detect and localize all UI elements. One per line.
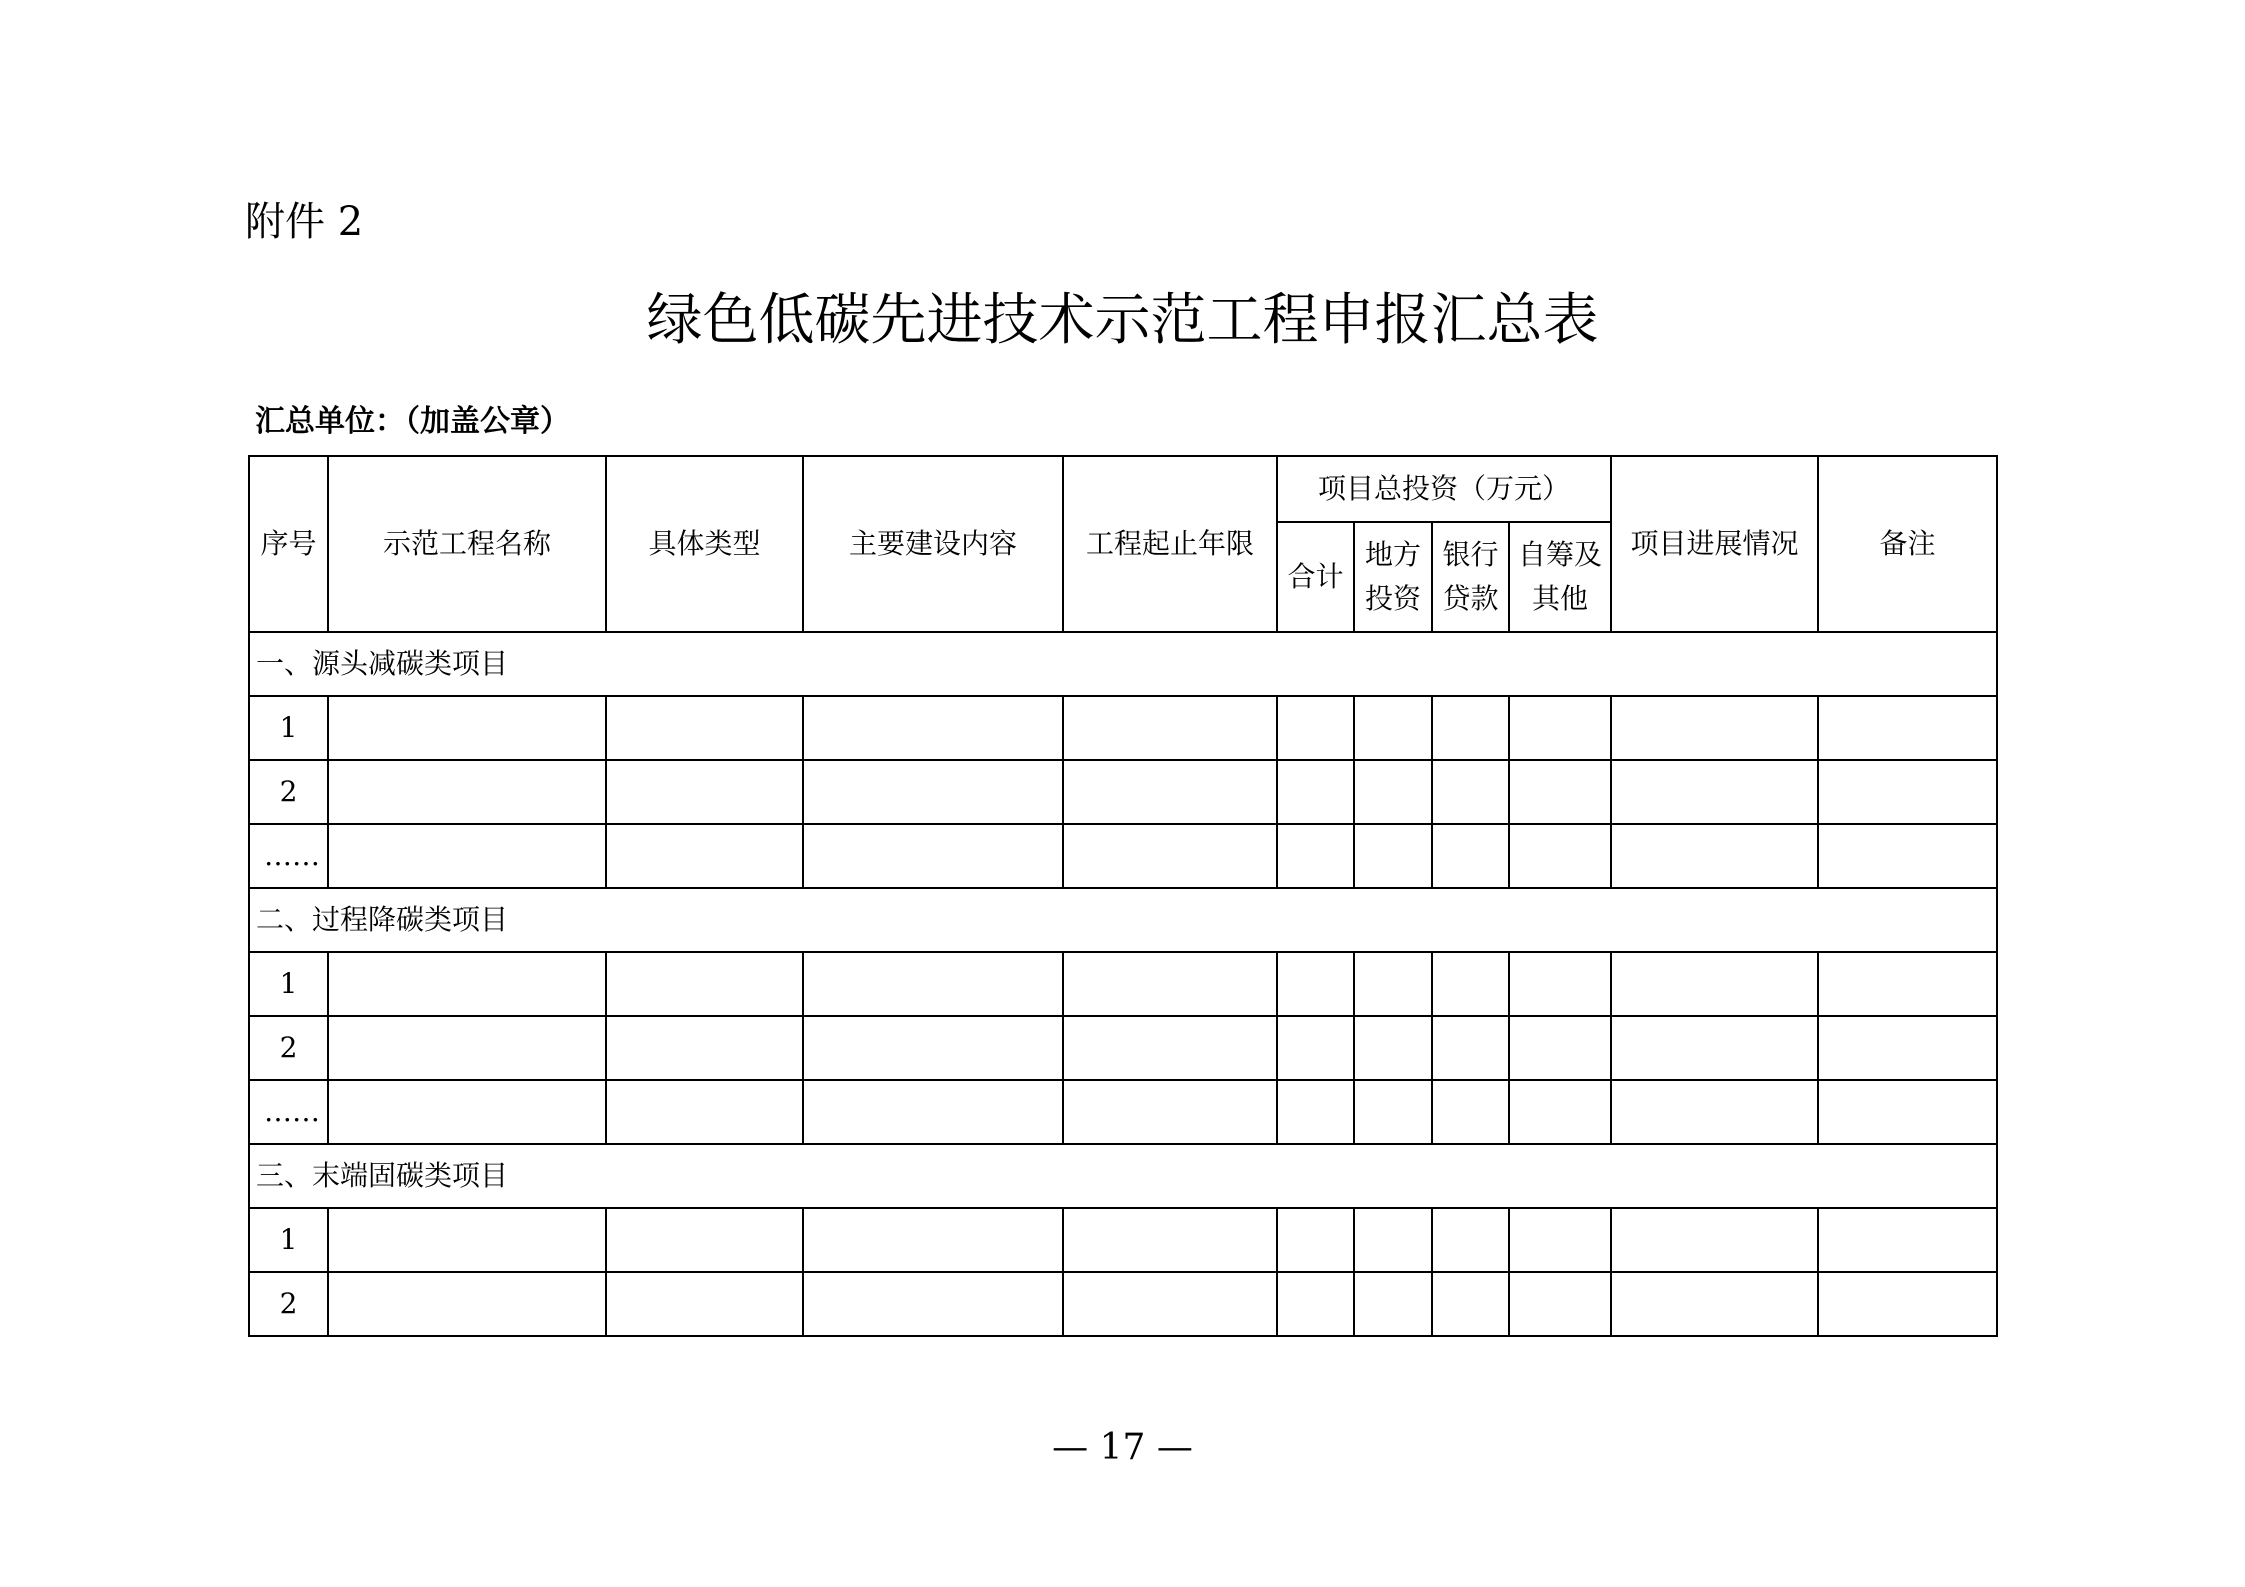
empty-cell xyxy=(803,1016,1063,1080)
table-row xyxy=(249,1080,1997,1144)
section-title: 一、源头减碳类项目 xyxy=(249,632,1997,696)
empty-cell xyxy=(328,1272,606,1336)
empty-cell xyxy=(1818,1080,1997,1144)
empty-cell xyxy=(328,1016,606,1080)
empty-cell xyxy=(1354,824,1432,888)
empty-cell xyxy=(1063,1208,1277,1272)
empty-cell xyxy=(606,696,803,760)
header-content: 主要建设内容 xyxy=(803,456,1063,632)
table-row xyxy=(249,760,1997,824)
empty-cell xyxy=(1611,1016,1818,1080)
empty-cell xyxy=(1354,1016,1432,1080)
empty-cell xyxy=(606,952,803,1016)
empty-cell xyxy=(1063,760,1277,824)
row-seq-cell: …… xyxy=(249,824,328,888)
empty-cell xyxy=(1509,1080,1611,1144)
empty-cell xyxy=(1277,824,1354,888)
table-row xyxy=(249,1016,1997,1080)
empty-cell xyxy=(1611,1272,1818,1336)
empty-cell xyxy=(1509,696,1611,760)
empty-cell xyxy=(1509,760,1611,824)
empty-cell xyxy=(1354,1272,1432,1336)
empty-cell xyxy=(803,824,1063,888)
empty-cell xyxy=(1354,1080,1432,1144)
empty-cell xyxy=(1063,1080,1277,1144)
page-number: — 17 — xyxy=(1052,1427,1193,1468)
page-title: 绿色低碳先进技术示范工程申报汇总表 xyxy=(646,288,1599,353)
empty-cell xyxy=(1611,952,1818,1016)
table-row xyxy=(249,696,1997,760)
empty-cell xyxy=(1354,696,1432,760)
empty-cell xyxy=(803,952,1063,1016)
empty-cell xyxy=(1611,760,1818,824)
empty-cell xyxy=(1509,1208,1611,1272)
empty-cell xyxy=(1432,824,1509,888)
empty-cell xyxy=(1509,952,1611,1016)
header-remarks: 备注 xyxy=(1818,456,1997,632)
empty-cell xyxy=(803,696,1063,760)
empty-cell xyxy=(1818,1208,1997,1272)
section-title: 二、过程降碳类项目 xyxy=(249,888,1997,952)
empty-cell xyxy=(1277,1208,1354,1272)
section-row xyxy=(249,632,1997,696)
header-self-raised: 自筹及其他 xyxy=(1509,522,1611,632)
empty-cell xyxy=(1432,1016,1509,1080)
empty-cell xyxy=(1611,696,1818,760)
empty-cell xyxy=(1063,824,1277,888)
section-row xyxy=(249,1144,1997,1208)
empty-cell xyxy=(1432,760,1509,824)
section-row xyxy=(249,888,1997,952)
header-period: 工程起止年限 xyxy=(1063,456,1277,632)
empty-cell xyxy=(1277,952,1354,1016)
empty-cell xyxy=(606,824,803,888)
table-row xyxy=(249,1208,1997,1272)
empty-cell xyxy=(328,952,606,1016)
row-seq-cell: 1 xyxy=(249,696,328,760)
row-seq-cell: 1 xyxy=(249,952,328,1016)
empty-cell xyxy=(328,760,606,824)
empty-cell xyxy=(803,1080,1063,1144)
header-progress: 项目进展情况 xyxy=(1611,456,1818,632)
section-title: 三、末端固碳类项目 xyxy=(249,1144,1997,1208)
empty-cell xyxy=(1611,1208,1818,1272)
empty-cell xyxy=(1818,696,1997,760)
summary-unit-label: 汇总单位：（加盖公章） xyxy=(255,404,570,439)
empty-cell xyxy=(1509,824,1611,888)
empty-cell xyxy=(1277,1016,1354,1080)
empty-cell xyxy=(803,1208,1063,1272)
table-row xyxy=(249,1272,1997,1336)
empty-cell xyxy=(1354,760,1432,824)
empty-cell xyxy=(606,1272,803,1336)
empty-cell xyxy=(1432,1080,1509,1144)
row-seq-cell: 2 xyxy=(249,760,328,824)
empty-cell xyxy=(1818,824,1997,888)
empty-cell xyxy=(1611,824,1818,888)
row-seq-cell: 1 xyxy=(249,1208,328,1272)
empty-cell xyxy=(1063,1016,1277,1080)
empty-cell xyxy=(1432,1272,1509,1336)
empty-cell xyxy=(1063,1272,1277,1336)
empty-cell xyxy=(1818,952,1997,1016)
empty-cell xyxy=(328,1208,606,1272)
header-bank-loan: 银行贷款 xyxy=(1432,522,1509,632)
header-type: 具体类型 xyxy=(606,456,803,632)
empty-cell xyxy=(606,1208,803,1272)
empty-cell xyxy=(1509,1016,1611,1080)
empty-cell xyxy=(1277,760,1354,824)
empty-cell xyxy=(1277,696,1354,760)
empty-cell xyxy=(606,760,803,824)
empty-cell xyxy=(1277,1080,1354,1144)
empty-cell xyxy=(328,1080,606,1144)
empty-cell xyxy=(1354,952,1432,1016)
empty-cell xyxy=(1432,952,1509,1016)
table-row xyxy=(249,824,1997,888)
header-total: 合计 xyxy=(1277,522,1354,632)
empty-cell xyxy=(328,824,606,888)
empty-cell xyxy=(606,1080,803,1144)
empty-cell xyxy=(1818,1272,1997,1336)
empty-cell xyxy=(1509,1272,1611,1336)
header-project-name: 示范工程名称 xyxy=(328,456,606,632)
row-seq-cell: 2 xyxy=(249,1272,328,1336)
row-seq-cell: 2 xyxy=(249,1016,328,1080)
empty-cell xyxy=(1611,1080,1818,1144)
empty-cell xyxy=(328,696,606,760)
empty-cell xyxy=(1818,760,1997,824)
empty-cell xyxy=(803,760,1063,824)
empty-cell xyxy=(1277,1272,1354,1336)
empty-cell xyxy=(1432,1208,1509,1272)
attachment-label: 附件 2 xyxy=(245,199,364,245)
empty-cell xyxy=(1063,696,1277,760)
header-investment-group: 项目总投资（万元） xyxy=(1277,456,1611,522)
empty-cell xyxy=(1432,696,1509,760)
empty-cell xyxy=(606,1016,803,1080)
header-seq: 序号 xyxy=(249,456,328,632)
header-row xyxy=(249,456,1997,522)
empty-cell xyxy=(803,1272,1063,1336)
empty-cell xyxy=(1818,1016,1997,1080)
table-row xyxy=(249,952,1997,1016)
row-seq-cell: …… xyxy=(249,1080,328,1144)
empty-cell xyxy=(1354,1208,1432,1272)
summary-table xyxy=(248,455,1998,1337)
empty-cell xyxy=(1063,952,1277,1016)
header-local-investment: 地方投资 xyxy=(1354,522,1432,632)
